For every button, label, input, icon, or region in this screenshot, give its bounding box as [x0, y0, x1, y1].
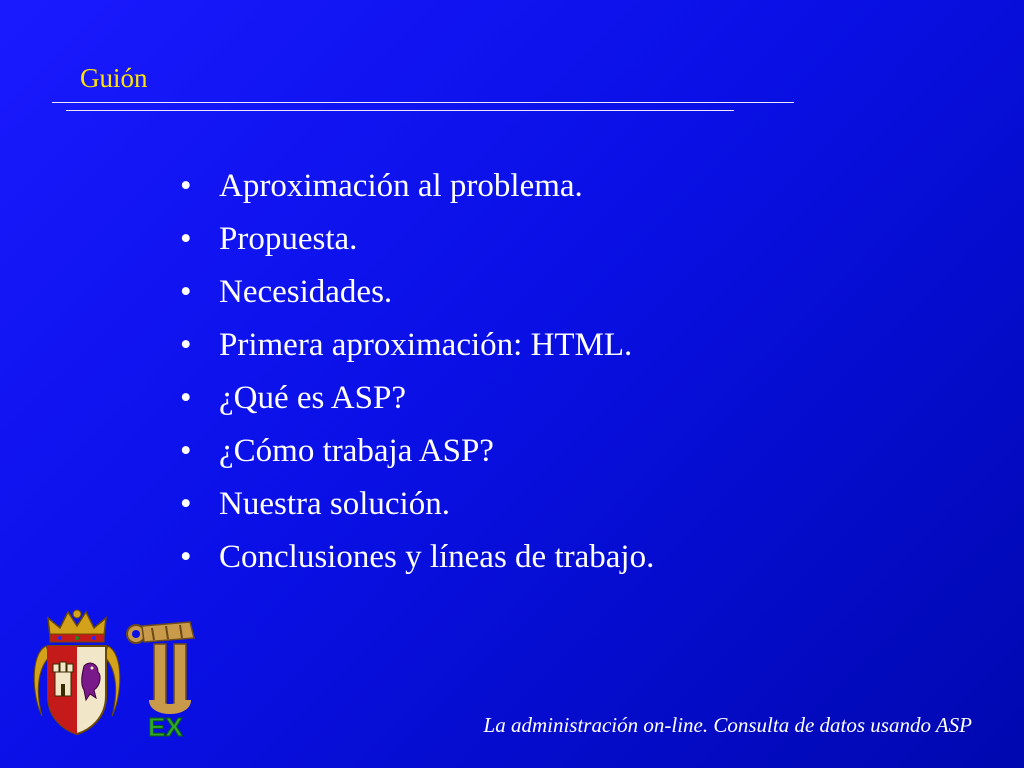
list-item — [180, 321, 654, 374]
list-item — [180, 268, 654, 321]
list-item — [180, 480, 654, 533]
list-item-text: Conclusiones y líneas de trabajo. — [219, 539, 655, 575]
coat-of-arms-icon — [28, 606, 126, 738]
bullet-icon: • — [180, 380, 192, 416]
uex-logo-text: EX — [148, 712, 183, 740]
list-item — [180, 533, 654, 586]
title-rule-bottom — [66, 110, 734, 111]
title-rule-top — [52, 102, 794, 103]
list-item-text: Propuesta. — [219, 221, 358, 257]
bullet-icon: • — [180, 486, 192, 522]
list-item-text: ¿Qué es ASP? — [219, 380, 406, 416]
bullet-icon: • — [180, 433, 192, 469]
list-item-text: Necesidades. — [219, 274, 393, 310]
bullet-icon: • — [180, 221, 192, 257]
list-item-text: ¿Cómo trabaja ASP? — [219, 433, 494, 469]
slide-footer: La administración on-line. Consulta de datos usando ASP — [483, 713, 972, 737]
bullet-icon: • — [180, 274, 192, 310]
bullet-icon: • — [180, 168, 192, 204]
bullet-icon: • — [180, 327, 192, 363]
list-item — [180, 162, 654, 215]
list-item — [180, 427, 654, 480]
list-item-text: Primera aproximación: HTML. — [219, 327, 633, 363]
list-item — [180, 215, 654, 268]
bullet-icon: • — [180, 539, 192, 575]
bullet-list — [180, 162, 654, 586]
list-item — [180, 374, 654, 427]
list-item-text: Nuestra solución. — [219, 486, 450, 522]
list-item-text: Aproximación al problema. — [219, 168, 583, 204]
uex-logo-icon — [124, 616, 202, 740]
slide-title: Guión — [80, 63, 148, 93]
